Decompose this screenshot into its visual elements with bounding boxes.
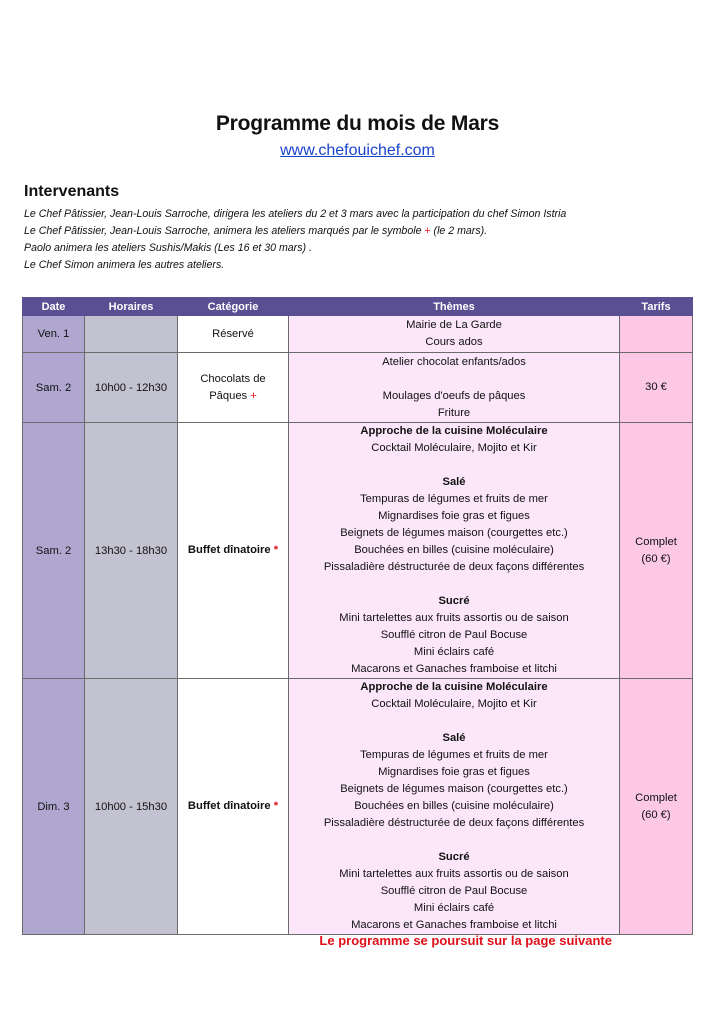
theme-item: Atelier chocolat enfants/ados: [382, 355, 526, 368]
theme-item: Tempuras de légumes et fruits de mer: [360, 493, 548, 505]
table-row: [23, 353, 693, 423]
cell-tarif: 30 €: [620, 353, 693, 423]
star-symbol: *: [273, 544, 279, 556]
cell-themes: [289, 423, 620, 679]
header-date: Date: [23, 298, 85, 316]
tarif-line: Complet: [635, 791, 677, 804]
table-header-row: [23, 298, 693, 316]
intervenants-heading: Intervenants: [24, 183, 120, 200]
theme-item: Soufflé citron de Paul Bocuse: [380, 629, 528, 641]
intervenant-line: Paolo animera les ateliers Sushis/Makis (Les 16 et 30 mars) .: [24, 242, 312, 254]
categorie-line: Chocolats de: [200, 372, 266, 385]
table-row: [23, 316, 693, 353]
theme-section-title: Approche de la cuisine Moléculaire: [360, 681, 548, 693]
theme-item: Moulages d'oeufs de pâques: [382, 389, 526, 402]
theme-item: Mini éclairs café: [413, 646, 495, 658]
cell-date: Sam. 2: [23, 423, 85, 679]
cell-categorie: Réservé: [178, 316, 289, 353]
continuation-note: [22, 933, 692, 948]
theme-item: Macarons et Ganaches framboise et litchi: [351, 919, 557, 931]
theme-item: Pissaladière déstructurée de deux façons différentes: [323, 817, 585, 829]
cell-date: Sam. 2: [23, 353, 85, 423]
theme-spacer: [289, 713, 619, 730]
theme-item: Mignardises foie gras et figues: [378, 766, 530, 778]
intervenant-line: Le Chef Pâtissier, Jean-Louis Sarroche, dirigera les ateliers du 2 et 3 mars avec la participation du chef Simon Istria: [24, 208, 567, 220]
cell-horaires: 13h30 - 18h30: [85, 423, 178, 679]
tarif-line: (60 €): [641, 552, 671, 565]
tarif-line: (60 €): [641, 808, 671, 821]
theme-item: Tempuras de légumes et fruits de mer: [360, 749, 548, 761]
cell-horaires: 10h00 - 15h30: [85, 679, 178, 935]
theme-item: Mini tartelettes aux fruits assortis ou de saison: [339, 868, 569, 880]
theme-item: Friture: [437, 406, 471, 419]
theme-item: Bouchées en billes (cuisine moléculaire): [354, 800, 554, 812]
theme-item: Pissaladière déstructurée de deux façons différentes: [323, 561, 585, 573]
cell-themes: [289, 316, 620, 353]
website-link[interactable]: www.chefouichef.com: [280, 142, 435, 159]
cell-tarif: [620, 316, 693, 353]
theme-item: Mignardises foie gras et figues: [378, 510, 530, 522]
theme-item: [289, 371, 619, 388]
theme-item: Mairie de La Garde: [406, 319, 502, 331]
theme-section-title: Salé: [442, 476, 466, 488]
categorie-line: [178, 388, 288, 405]
intervenant-line-text: Le Chef Pâtissier, Jean-Louis Sarroche, animera les ateliers marqués par le symbole: [24, 225, 425, 237]
theme-section-title: Sucré: [438, 595, 470, 607]
plus-symbol: +: [250, 389, 257, 402]
header-horaires: Horaires: [85, 298, 178, 316]
table-row: [23, 679, 693, 935]
theme-spacer: [289, 832, 619, 849]
cell-date: Ven. 1: [23, 316, 85, 353]
theme-section-title: Sucré: [438, 851, 470, 863]
cell-horaires: 10h00 - 12h30: [85, 353, 178, 423]
header-categorie: Catégorie: [178, 298, 289, 316]
cell-tarif: [620, 423, 693, 679]
cell-categorie: [178, 423, 289, 679]
cell-horaires: [85, 316, 178, 353]
theme-spacer: [289, 457, 619, 474]
header-tarifs: Tarifs: [620, 298, 693, 316]
categorie-text: Buffet dînatoire: [187, 544, 271, 556]
tarif-line: Complet: [635, 535, 677, 548]
intervenants-text: [24, 206, 704, 274]
categorie-text: Pâques: [209, 389, 248, 402]
continuation-text: Le programme se poursuit sur la page suivante: [319, 933, 612, 948]
cell-date: Dim. 3: [23, 679, 85, 935]
cell-themes: [289, 353, 620, 423]
program-table: [22, 297, 693, 935]
theme-item: Beignets de légumes maison (courgettes etc.): [340, 527, 568, 539]
theme-item: Mini éclairs café: [413, 902, 495, 914]
star-symbol: *: [273, 800, 279, 812]
theme-item: Cocktail Moléculaire, Mojito et Kir: [371, 442, 537, 454]
theme-item: Cocktail Moléculaire, Mojito et Kir: [371, 698, 537, 710]
page-title: Programme du mois de Mars: [215, 112, 500, 135]
theme-item: Beignets de légumes maison (courgettes etc.): [340, 783, 568, 795]
table-row: [23, 423, 693, 679]
theme-item: Bouchées en billes (cuisine moléculaire): [354, 544, 554, 556]
theme-section-title: Salé: [442, 732, 466, 744]
theme-item: Soufflé citron de Paul Bocuse: [380, 885, 528, 897]
cell-tarif: [620, 679, 693, 935]
theme-item: Macarons et Ganaches framboise et litchi: [351, 663, 557, 675]
theme-item: Cours ados: [425, 336, 483, 348]
theme-section-title: Approche de la cuisine Moléculaire: [360, 425, 548, 437]
intervenant-line-text: (le 2 mars).: [430, 225, 488, 237]
plus-symbol: +: [424, 225, 431, 237]
intervenant-line: [24, 223, 704, 240]
header-themes: Thèmes: [289, 298, 620, 316]
theme-item: Mini tartelettes aux fruits assortis ou de saison: [339, 612, 569, 624]
cell-categorie: [178, 679, 289, 935]
intervenant-line: Le Chef Simon animera les autres ateliers.: [24, 259, 225, 271]
categorie-text: Buffet dînatoire: [187, 800, 271, 812]
cell-categorie: [178, 353, 289, 423]
theme-spacer: [289, 576, 619, 593]
cell-themes: [289, 679, 620, 935]
